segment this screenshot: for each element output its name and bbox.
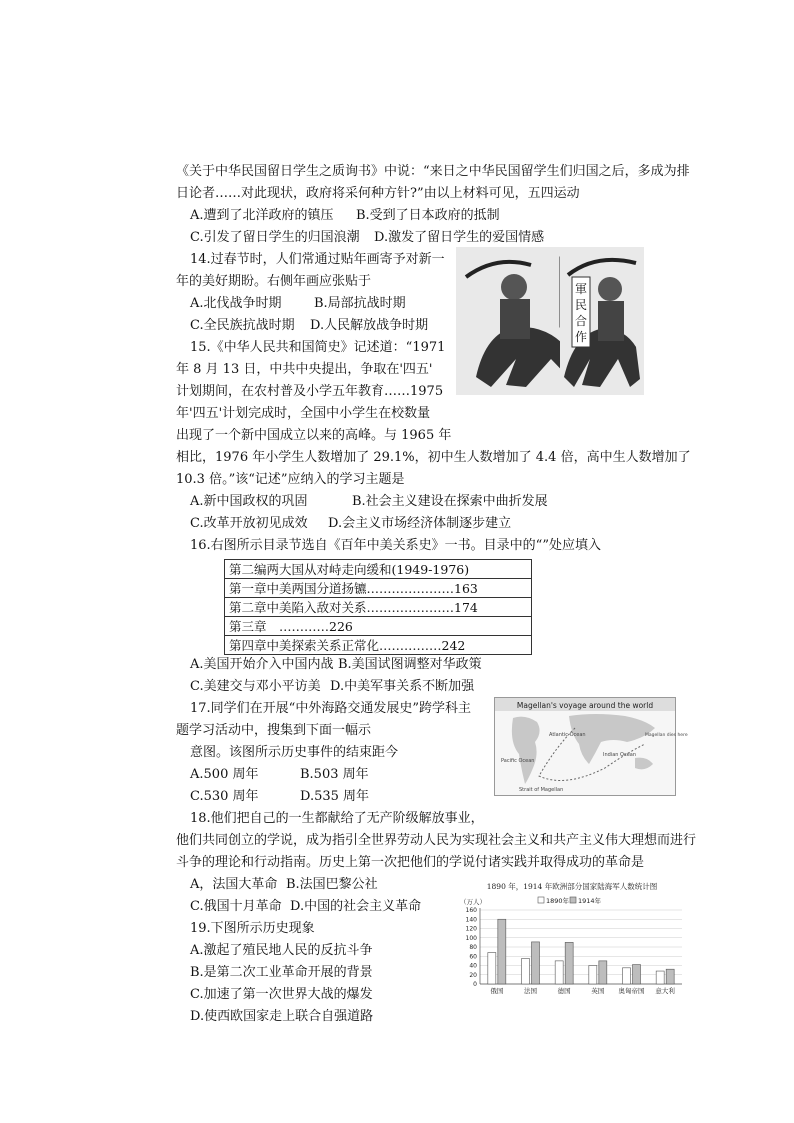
question-17: 17.同学们在开展“中外海路交通发展史”跨学科主: [190, 701, 471, 716]
bar-1890年-法国: [522, 959, 530, 984]
bar-1890年-德国: [555, 961, 563, 984]
text-line: 相比，1976 年小学生人数增加了 29.1%，初中生人数增加了 4.4 倍，高中生人数增加了: [176, 450, 691, 465]
text-line: 年'四五'计划完成时，全国中小学生在校数量: [176, 406, 431, 421]
svg-text:合: 合: [574, 314, 588, 328]
bar-1890年-英国: [589, 966, 597, 985]
option-b: B.社会主义建设在探索中曲折发展: [352, 494, 548, 509]
option-a: A.美国开始介入中国内战: [190, 657, 334, 672]
question-18: 18.他们把自己的一生都献给了无产阶级解放事业，: [190, 811, 484, 826]
text-line: 题学习活动中，搜集到下面一幅示: [176, 723, 372, 738]
map-label: Magellan dies here: [645, 733, 688, 738]
legend-label-1914: 1914年: [578, 897, 602, 905]
map-label: Pacific Ocean: [501, 758, 535, 764]
toc-row: 第二章中美陷入敌对关系…………………174: [225, 598, 532, 617]
chart-svg: [458, 880, 686, 1002]
question-16: 16.右图所示目录节选自《百年中美关系史》一书。目录中的“”处应填入: [190, 538, 601, 553]
map-label: Strait of Magellan: [519, 787, 564, 793]
bar-1914年-法国: [532, 942, 540, 984]
text-line: 日论者……对此现状，政府将采何种方针?”由以上材料可见，五四运动: [176, 186, 580, 201]
text-line: 年 8 月 13 日，中共中央提出，争取在'四五': [176, 362, 433, 377]
bar-1914年-英国: [599, 961, 607, 984]
option-c: C.美建交与邓小平访美: [190, 679, 321, 694]
x-tick-label: 法国: [524, 987, 537, 995]
bar-1890年-俄国: [488, 953, 496, 984]
y-tick-label: 80: [469, 944, 477, 951]
question-15: 15.《中华人民共和国简史》记述道：“1971: [190, 340, 446, 355]
option-c: C.改革开放初见成效: [190, 516, 308, 531]
y-tick-label: 140: [465, 916, 477, 924]
text-line: 出现了一个新中国成立以来的高峰。与 1965 年: [176, 428, 452, 443]
new-year-poster-right: [560, 247, 644, 395]
question-14: 14.过春节时，人们常通过贴年画寄予对新一: [190, 252, 445, 267]
bar-1914年-意大利: [666, 969, 674, 984]
y-tick-label: 40: [469, 962, 477, 970]
y-tick-label: 160: [465, 907, 477, 914]
y-tick-label: 20: [469, 971, 477, 979]
option-d: D.535 周年: [300, 789, 370, 804]
option-a: A.北伐战争时期: [190, 296, 282, 311]
legend-swatch-1914: [570, 897, 576, 903]
option-b: B.是第二次工业革命开展的背景: [190, 965, 373, 980]
option-a: A.500 周年: [190, 767, 259, 782]
svg-text:作: 作: [574, 330, 588, 344]
map-label: Atlantic Ocean: [549, 732, 586, 738]
x-tick-label: 奥匈帝国: [618, 987, 645, 995]
text-line: 他们共同创立的学说，成为指引全世界劳动人民为实现社会主义和共产主义伟大理想而进行: [176, 833, 697, 848]
option-b: B.503 周年: [300, 767, 369, 782]
y-tick-label: 100: [465, 934, 477, 942]
option-c: C.加速了第一次世界大战的爆发: [190, 987, 373, 1002]
toc-row: 第四章中美探索关系正常化……………242: [225, 636, 532, 655]
option-c: C.全民族抗战时期: [190, 318, 295, 333]
text-line: 斗争的理论和行动指南。历史上第一次把他们的学说付诸实践并取得成功的革命是: [176, 855, 645, 870]
chart-title: 1890 年，1914 年欧洲部分国家陆海军人数统计图: [486, 882, 658, 891]
option-b: B.局部抗战时期: [314, 296, 406, 311]
option-d: D.激发了留日学生的爱国情感: [374, 230, 545, 245]
option-d: D.中国的社会主义革命: [290, 899, 422, 914]
option-d: D.会主义市场经济体制逐步建立: [328, 516, 512, 531]
legend-label-1890: 1890年: [546, 897, 570, 905]
map-title: Magellan's voyage around the world: [516, 701, 654, 710]
legend-swatch-1890: [538, 897, 544, 903]
option-d: D.使西欧国家走上联合自强道路: [190, 1009, 374, 1024]
option-b: B.美国试图调整对华政策: [338, 657, 482, 672]
bar-1914年-德国: [565, 942, 573, 984]
army-size-chart: [458, 880, 686, 1002]
option-c: C.530 周年: [190, 789, 259, 804]
svg-text:軍: 軍: [574, 282, 588, 296]
bar-1914年-奥匈帝国: [633, 965, 641, 984]
x-tick-label: 俄国: [490, 987, 504, 995]
option-a: A，法国大革命: [190, 877, 278, 892]
option-c: C.引发了留日学生的归国浪潮: [190, 230, 360, 245]
option-d: D.人民解放战争时期: [310, 318, 429, 333]
chart-ylabel: （万人）: [460, 898, 486, 906]
text-line: 意图。该图所示历史事件的结束距今: [190, 745, 399, 760]
bar-1890年-意大利: [656, 971, 664, 984]
bar-1914年-俄国: [498, 919, 506, 984]
toc-table: [224, 559, 532, 655]
text-line: 《关于中华民国留日学生之质询书》中说：“来日之中华民国留学生们归国之后，多成为排: [176, 164, 690, 179]
y-tick-label: 0: [473, 981, 477, 988]
y-tick-label: 120: [465, 925, 477, 933]
y-tick-label: 60: [469, 953, 477, 961]
question-19: 19.下图所示历史现象: [190, 921, 315, 936]
x-tick-label: 英国: [591, 987, 605, 995]
toc-row: 第一章中美两国分道扬镳…………………163: [225, 579, 532, 598]
bar-1890年-奥匈帝国: [623, 968, 631, 984]
option-b: B.法国巴黎公社: [286, 877, 378, 892]
option-a: A.新中国政权的巩固: [190, 494, 308, 509]
option-a: A.遭到了北洋政府的镇压: [190, 208, 334, 223]
magellan-map: [494, 697, 688, 796]
map-label: Indian Ocean: [603, 752, 637, 758]
option-c: C.俄国十月革命: [190, 899, 282, 914]
text-line: 计划期间，在农村普及小学五年教育……1975: [176, 384, 444, 399]
text-line: 10.3 倍。”该“记述”应纳入的学习主题是: [176, 472, 405, 487]
option-b: B.受到了日本政府的抵制: [356, 208, 500, 223]
x-tick-label: 意大利: [655, 987, 675, 995]
x-tick-label: 德国: [557, 987, 571, 995]
option-d: D.中美军事关系不断加强: [330, 679, 475, 694]
toc-row: 第二编两大国从对峙走向缓和(1949-1976): [225, 560, 532, 579]
text-line: 年的美好期盼。右侧年画应张贴于: [176, 274, 372, 289]
svg-text:民: 民: [574, 298, 588, 312]
option-a: A.激起了殖民地人民的反抗斗争: [190, 943, 373, 958]
toc-row: 第三章 …………226: [225, 617, 532, 636]
